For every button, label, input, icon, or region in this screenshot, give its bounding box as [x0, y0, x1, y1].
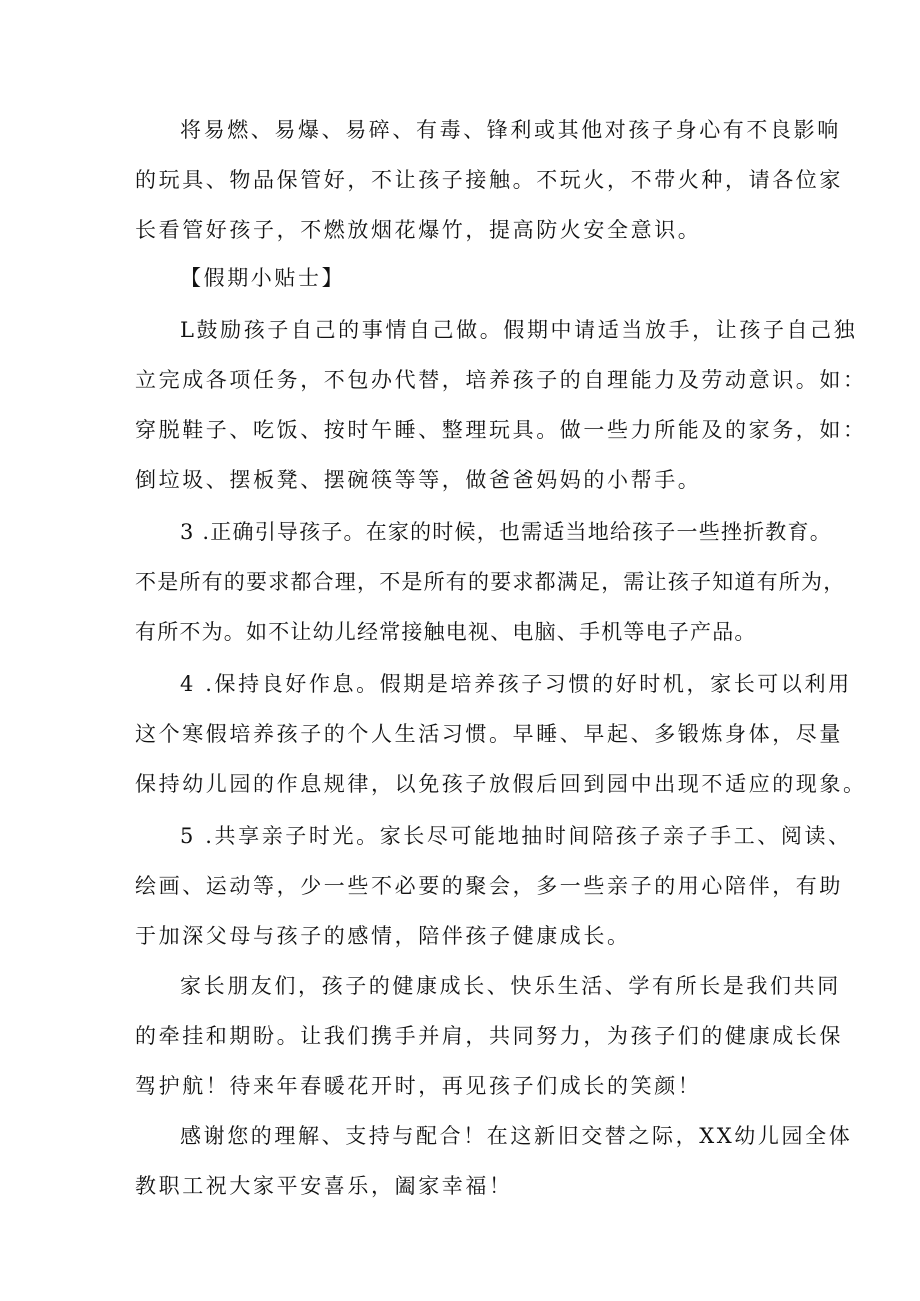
text-line: 5 .共享亲子时光。家长尽可能地抽时间陪孩子亲子手工、阅读、 — [180, 824, 852, 848]
text-line: 3 .正确引导孩子。在家的时候，也需适当地给孩子一些挫折教育。 — [180, 520, 832, 544]
text-line: 绘画、运动等，少一些不必要的聚会，多一些亲子的用心陪伴，有助 — [135, 874, 843, 898]
text-line: 的玩具、物品保管好，不让孩子接触。不玩火，不带火种，请各位家 — [135, 168, 843, 192]
text-line: 感谢您的理解、支持与配合！在这新旧交替之际，XX幼儿园全体 — [180, 1124, 853, 1148]
text-line: 这个寒假培养孩子的个人生活习惯。早睡、早起、多锻炼身体，尽量 — [135, 722, 843, 746]
text-line: 保持幼儿园的作息规律，以免孩子放假后回到园中出现不适应的现象。 — [135, 772, 867, 796]
text-line: 将易燃、易爆、易碎、有毒、锋利或其他对孩子身心有不良影响 — [180, 118, 841, 142]
text-line: 有所不为。如不让幼儿经常接触电视、电脑、手机等电子产品。 — [135, 620, 757, 644]
text-line: 驾护航！待来年春暖花开时，再见孩子们成长的笑颜！ — [135, 1074, 702, 1098]
text-line: 不是所有的要求都合理，不是所有的要求都满足，需让孩子知道有所为， — [135, 570, 846, 594]
text-line: 立完成各项任务，不包办代替，培养孩子的自理能力及劳动意识。如： — [135, 368, 867, 392]
text-line: 长看管好孩子，不燃放烟花爆竹，提高防火安全意识。 — [135, 218, 702, 242]
section-heading: 【假期小贴士】 — [180, 266, 346, 290]
text-line: 倒垃圾、摆板凳、摆碗筷等等，做爸爸妈妈的小帮手。 — [135, 468, 702, 492]
text-line: 家长朋友们，孩子的健康成长、快乐生活、学有所长是我们共同 — [180, 974, 841, 998]
text-line: 的牵挂和期盼。让我们携手并肩，共同努力，为孩子们的健康成长保 — [135, 1024, 843, 1048]
text-line: L鼓励孩子自己的事情自己做。假期中请适当放手，让孩子自己独 — [180, 318, 858, 342]
text-line: 穿脱鞋子、吃饭、按时午睡、整理玩具。做一些力所能及的家务，如： — [135, 418, 867, 442]
text-line: 4 .保持良好作息。假期是培养孩子习惯的好时机，家长可以利用 — [180, 672, 852, 696]
text-line: 教职工祝大家平安喜乐，阖家幸福！ — [135, 1174, 513, 1198]
text-line: 于加深父母与孩子的感情，陪伴孩子健康成长。 — [135, 924, 631, 948]
